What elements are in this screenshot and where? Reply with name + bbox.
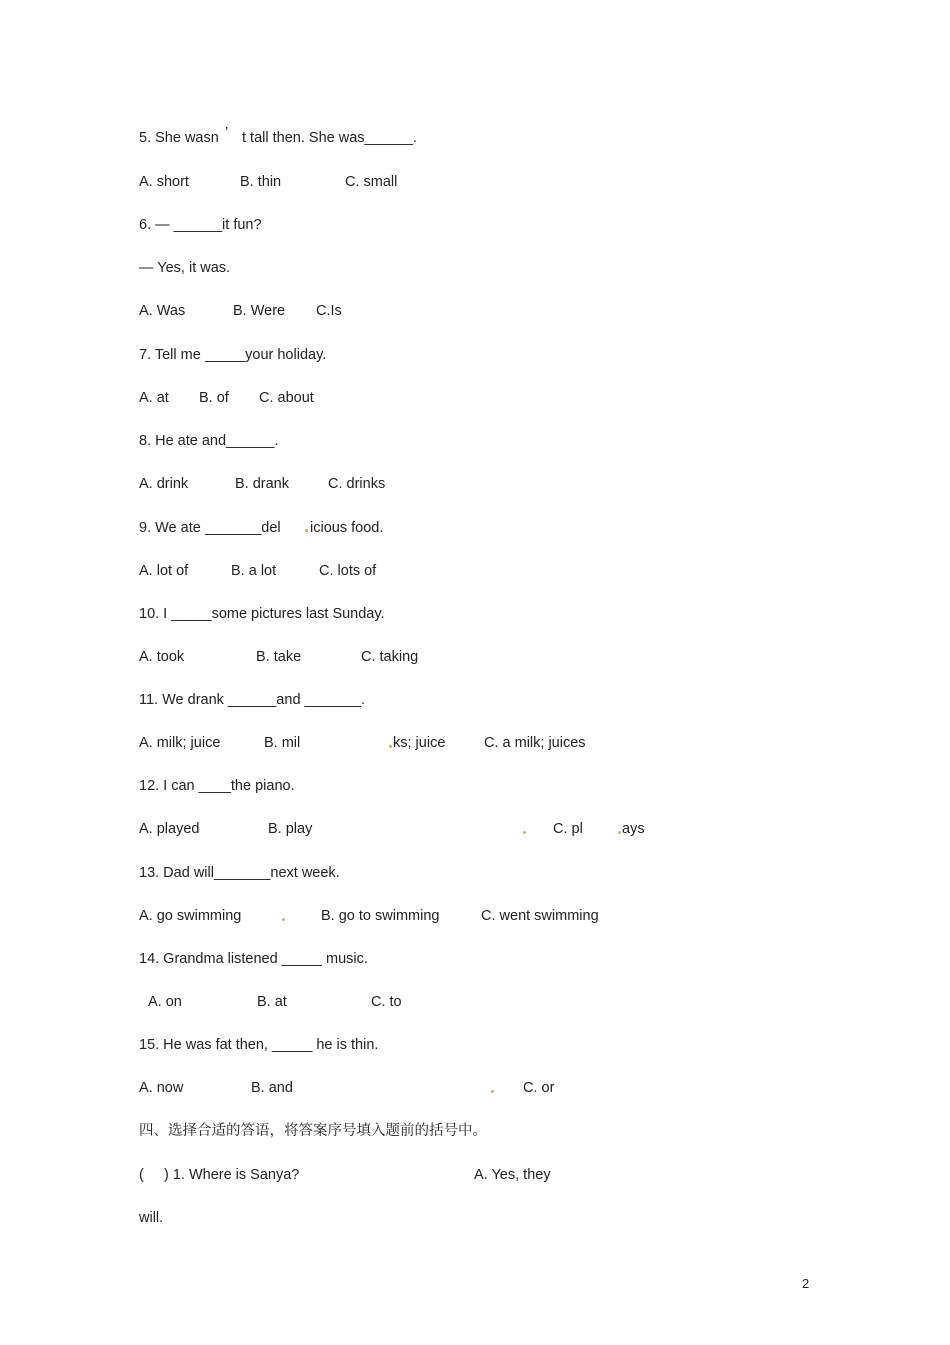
question-8-text: 8. He ate and______. [139, 433, 279, 449]
question-5-apostrophe: ’ [225, 125, 229, 141]
question-8-option-a: A. drink [139, 476, 189, 492]
page-number: 2 [802, 1276, 810, 1291]
question-9-option-a: A. lot of [139, 563, 189, 579]
speck-mark [491, 1090, 494, 1093]
question-7-option-c: C. about [259, 390, 314, 406]
question-15-option-a: A. now [139, 1080, 184, 1096]
question-12-option-c-part2: ays [622, 821, 645, 837]
question-7-text: 7. Tell me _____your holiday. [139, 347, 327, 363]
question-8-option-b: B. drank [235, 476, 289, 492]
question-11-option-b-part2: ks; juice [393, 735, 446, 751]
question-13-option-c: C. went swimming [481, 908, 599, 924]
question-10-option-a: A. took [139, 649, 185, 665]
question-5-option-b: B. thin [240, 174, 282, 190]
question-6-option-b: B. Were [233, 303, 286, 319]
question-11-text: 11. We drank ______and _______. [139, 692, 366, 708]
question-11-option-a: A. milk; juice [139, 735, 221, 751]
question-10-option-b: B. take [256, 649, 302, 665]
question-9-option-b: B. a lot [231, 563, 277, 579]
question-15-option-c: C. or [523, 1080, 555, 1096]
question-14-option-b: B. at [257, 994, 287, 1010]
speck-mark [618, 831, 621, 834]
question-5-text: 5. She wasn [139, 130, 219, 146]
question-13-option-b: B. go to swimming [321, 908, 440, 924]
question-7-option-a: A. at [139, 390, 169, 406]
question-6-reply: — Yes, it was. [139, 260, 231, 276]
question-12-text: 12. I can ____the piano. [139, 778, 295, 794]
question-7-option-b: B. of [199, 390, 229, 406]
question-9-option-c: C. lots of [319, 563, 377, 579]
question-12-option-c-part1: C. pl [553, 821, 583, 837]
question-11-option-c: C. a milk; juices [484, 735, 586, 751]
question-11-option-b-part1: B. mil [264, 735, 301, 751]
question-12-option-a: A. played [139, 821, 200, 837]
question-14-text: 14. Grandma listened _____ music. [139, 951, 368, 967]
question-12-option-b: B. play [268, 821, 313, 837]
section-4-answer-a-continued: will. [139, 1210, 164, 1226]
speck-mark [523, 831, 526, 834]
question-9-text-part1: 9. We ate _______del [139, 520, 281, 536]
question-5-rest: t tall then. She was______. [242, 130, 417, 146]
section-4-answer-a: A. Yes, they [474, 1167, 551, 1183]
question-8-option-c: C. drinks [328, 476, 386, 492]
speck-mark [305, 529, 308, 532]
question-5-option-c: C. small [345, 174, 398, 190]
question-15-option-b: B. and [251, 1080, 293, 1096]
question-13-text: 13. Dad will_______next week. [139, 865, 340, 881]
question-10-option-c: C. taking [361, 649, 419, 665]
question-14-option-c: C. to [371, 994, 402, 1010]
speck-mark [282, 918, 285, 921]
speck-mark [389, 745, 392, 748]
question-6-option-a: A. Was [139, 303, 186, 319]
question-9-text-part2: icious food. [310, 520, 384, 536]
question-6-option-c: C.Is [316, 303, 342, 319]
question-5-option-a: A. short [139, 174, 189, 190]
question-6-text: 6. — ______it fun? [139, 217, 262, 233]
question-14-option-a: A. on [148, 994, 182, 1010]
question-10-text: 10. I _____some pictures last Sunday. [139, 606, 385, 622]
question-15-text: 15. He was fat then, _____ he is thin. [139, 1037, 379, 1053]
question-13-option-a: A. go swimming [139, 908, 242, 924]
section-4-heading: 四、选择合适的答语，将答案序号填入题前的括号中。 [139, 1123, 487, 1139]
section-4-question-1: ( ) 1. Where is Sanya? [139, 1167, 300, 1183]
